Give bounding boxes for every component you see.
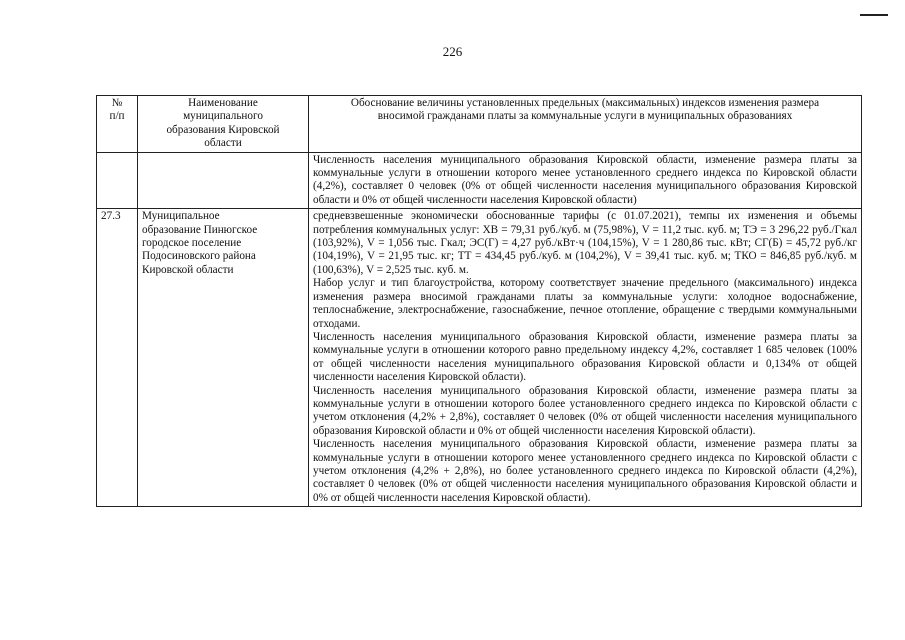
page-number: 226	[442, 44, 463, 59]
municipality-name-line: Кировской области	[142, 263, 234, 276]
municipality-name-line: Подосиновского района	[142, 250, 256, 263]
table-row	[97, 152, 862, 209]
corner-mark	[860, 14, 888, 16]
header-municipality-line: образования Кировской	[166, 123, 280, 136]
table-header	[97, 96, 862, 153]
header-municipality-line: области	[204, 137, 242, 150]
header-basis	[309, 96, 862, 153]
header-basis-line: вносимой гражданами платы за коммунальные услуги в муниципальных образованиях	[377, 110, 793, 123]
row-number	[97, 152, 138, 209]
row-municipality	[138, 209, 309, 507]
basis-paragraph: Набор услуг и тип благоустройства, которому соответствует значение предельного (максимального) индекса изменения размера вносимой гражданами платы за коммунальные услуги: холодное водоснабжение, теплоснабжение, электроснабжение, газоснабжение, печное отопление, обращение с твердыми коммунальными отходами.	[313, 277, 857, 330]
header-number-line: №	[111, 97, 123, 109]
row-basis	[309, 209, 862, 507]
tariff-table	[96, 95, 862, 507]
row-basis	[309, 152, 862, 209]
basis-paragraph: Численность населения муниципального образования Кировской области, изменение размера платы за коммунальные услуги в отношении которого менее установленного среднего индекса по Кировской области с учетом отклонения (4,2% + 2,8%), но более установленного среднего индекса по Кировской области (4,2%), составляет 0 человек (0% от общей численности населения муниципального образования Кировской области и 0% от общей численности населения Кировской области).	[313, 438, 857, 504]
municipality-name-line: образование Пинюгское	[142, 223, 258, 236]
basis-paragraph: Численность населения муниципального образования Кировской области, изменение размера платы за коммунальные услуги в отношении которого менее установленного среднего индекса по Кировской области (4,2%), составляет 0 человек (0% от общей численности населения муниципального образования Кировской области и 0% от общей численности населения Кировской области)	[313, 153, 857, 206]
table-body	[97, 152, 862, 507]
municipality-name-line: Муниципальное	[142, 210, 220, 223]
header-row	[97, 96, 862, 153]
basis-paragraph: средневзвешенные экономически обоснованные тарифы (с 01.07.2021), темпы их изменения и объемы потребления коммунальных услуг: ХВ = 79,31 руб./куб. м (75,98%), V = 11,2 тыс. куб. м; ТЭ = 3 296,22 руб./Гкал (103,92%), V = 1,056 тыс. Гкал; ЭС(Г) = 4,27 руб./кВт·ч (104,15%), V = 1 280,86 тыс. кВт; СГ(Б) = 45,72 руб./кг (104,19%), V = 21,95 тыс. кг; ТТ = 434,45 руб./куб. м (104,2%), V = 39,41 тыс. куб. м; ТКО = 846,85 руб./куб. м (100,63%), V = 2,525 тыс. куб. м.	[313, 210, 857, 276]
header-municipality-line: муниципального	[183, 110, 263, 123]
header-number-line: п/п	[109, 110, 125, 123]
header-municipality-line: Наименование	[188, 97, 258, 109]
municipality-name-line: городское поселение	[142, 237, 242, 250]
row-number: 27.3	[97, 209, 138, 507]
table-row	[97, 209, 862, 507]
basis-paragraph: Численность населения муниципального образования Кировской области, изменение размера платы за коммунальные услуги в отношении которого равно предельному индексу 4,2%, составляет 1 685 человек (100% от общей численности населения муниципального образования Кировской области и 0,134% от общей численности населения Кировской области).	[313, 330, 857, 384]
header-municipality	[138, 96, 309, 153]
header-basis-line: Обоснование величины установленных предельных (максимальных) индексов изменения размера	[350, 97, 820, 109]
header-number	[97, 96, 138, 153]
row-municipality	[138, 152, 309, 209]
basis-paragraph: Численность населения муниципального образования Кировской области, изменение размера платы за коммунальные услуги в отношении которого более установленного среднего индекса по Кировской области с учетом отклонения (4,2% + 2,8%), составляет 0 человек (0% от общей численности населения муниципального образования Кировской области и 0% от общей численности населения Кировской области).	[313, 384, 857, 437]
